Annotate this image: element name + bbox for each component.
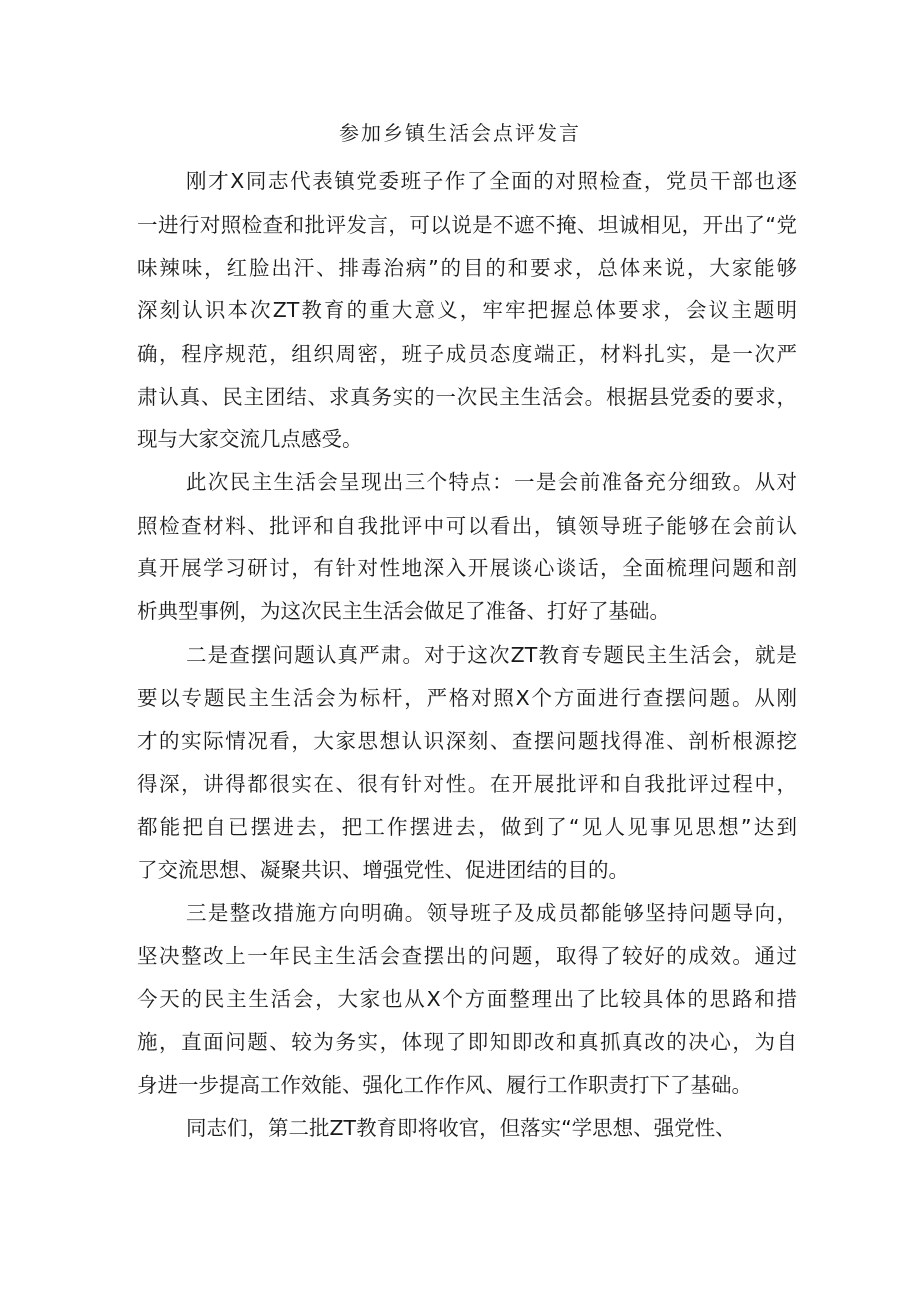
paragraph-3-line-3: 才的实际情况看，大家思想认识深刻、查摆问题找得准、剖析根源挖 bbox=[137, 729, 797, 753]
paragraph-1-line-6: 肃认真、民主团结、求真务实的一次民主生活会。根据县党委的要求， bbox=[137, 385, 797, 409]
paragraph-2-line-2: 照检查材料、批评和自我批评中可以看出，镇领导班子能够在会前认 bbox=[137, 514, 797, 538]
paragraph-4-line-5: 身进一步提高工作效能、强化工作作风、履行工作职责打下了基础。 bbox=[137, 1073, 752, 1097]
paragraph-3-line-5: 都能把自已摆进去，把工作摆进去，做到了“见人见事见思想”达到 bbox=[137, 815, 797, 839]
paragraph-2-line-3: 真开展学习研讨，有针对性地深入开展谈心谈话，全面梳理问题和剖 bbox=[137, 556, 797, 580]
paragraph-4-line-1: 三是整改措施方向明确。领导班子及成员都能够坚持问题导向， bbox=[186, 901, 797, 925]
paragraph-3-line-1: 二是查摆问题认真严肃。对于这次ZT教育专题民主生活会，就是 bbox=[186, 643, 797, 667]
paragraph-1-line-5: 确，程序规范，组织周密，班子成员态度端正，材料扎实，是一次严 bbox=[137, 342, 797, 366]
paragraph-1-line-1: 刚才X同志代表镇党委班子作了全面的对照检查，党员干部也逐 bbox=[186, 169, 797, 193]
paragraph-1-line-2: 一进行对照检查和批评发言，可以说是不遮不掩、坦诚相见，开出了“党 bbox=[137, 213, 797, 237]
paragraph-1-line-7: 现与大家交流几点感受。 bbox=[137, 427, 363, 451]
paragraph-2-line-4: 析典型事例，为这次民主生活会做足了准备、打好了基础。 bbox=[137, 599, 670, 623]
paragraph-4-line-3: 今天的民主生活会，大家也从X个方面整理出了比较具体的思路和措 bbox=[137, 987, 797, 1011]
paragraph-3-line-2: 要以专题民主生活会为标杆，严格对照X个方面进行查摆问题。从刚 bbox=[137, 686, 797, 710]
paragraph-4-line-2: 坚决整改上一年民主生活会查摆出的问题，取得了较好的成效。通过 bbox=[137, 944, 797, 968]
paragraph-2-line-1: 此次民主生活会呈现出三个特点：一是会前准备充分细致。从对 bbox=[186, 470, 797, 494]
paragraph-1-line-3: 味辣味，红脸出汗、排毒治病”的目的和要求，总体来说，大家能够 bbox=[137, 256, 797, 280]
paragraph-5-line-1: 同志们，第二批ZT教育即将收官，但落实“学思想、强党性、 bbox=[186, 1116, 736, 1140]
page-title: 参加乡镇生活会点评发言 bbox=[339, 121, 581, 145]
paragraph-3-line-4: 得深，讲得都很实在、很有针对性。在开展批评和自我批评过程中， bbox=[137, 772, 797, 796]
paragraph-1-line-4: 深刻认识本次ZT教育的重大意义，牢牢把握总体要求，会议主题明 bbox=[137, 298, 797, 322]
paragraph-4-line-4: 施，直面问题、较为务实，体现了即知即改和真抓真改的决心，为自 bbox=[137, 1030, 797, 1054]
paragraph-3-line-6: 了交流思想、凝聚共识、增强党性、促进团结的目的。 bbox=[137, 858, 629, 882]
